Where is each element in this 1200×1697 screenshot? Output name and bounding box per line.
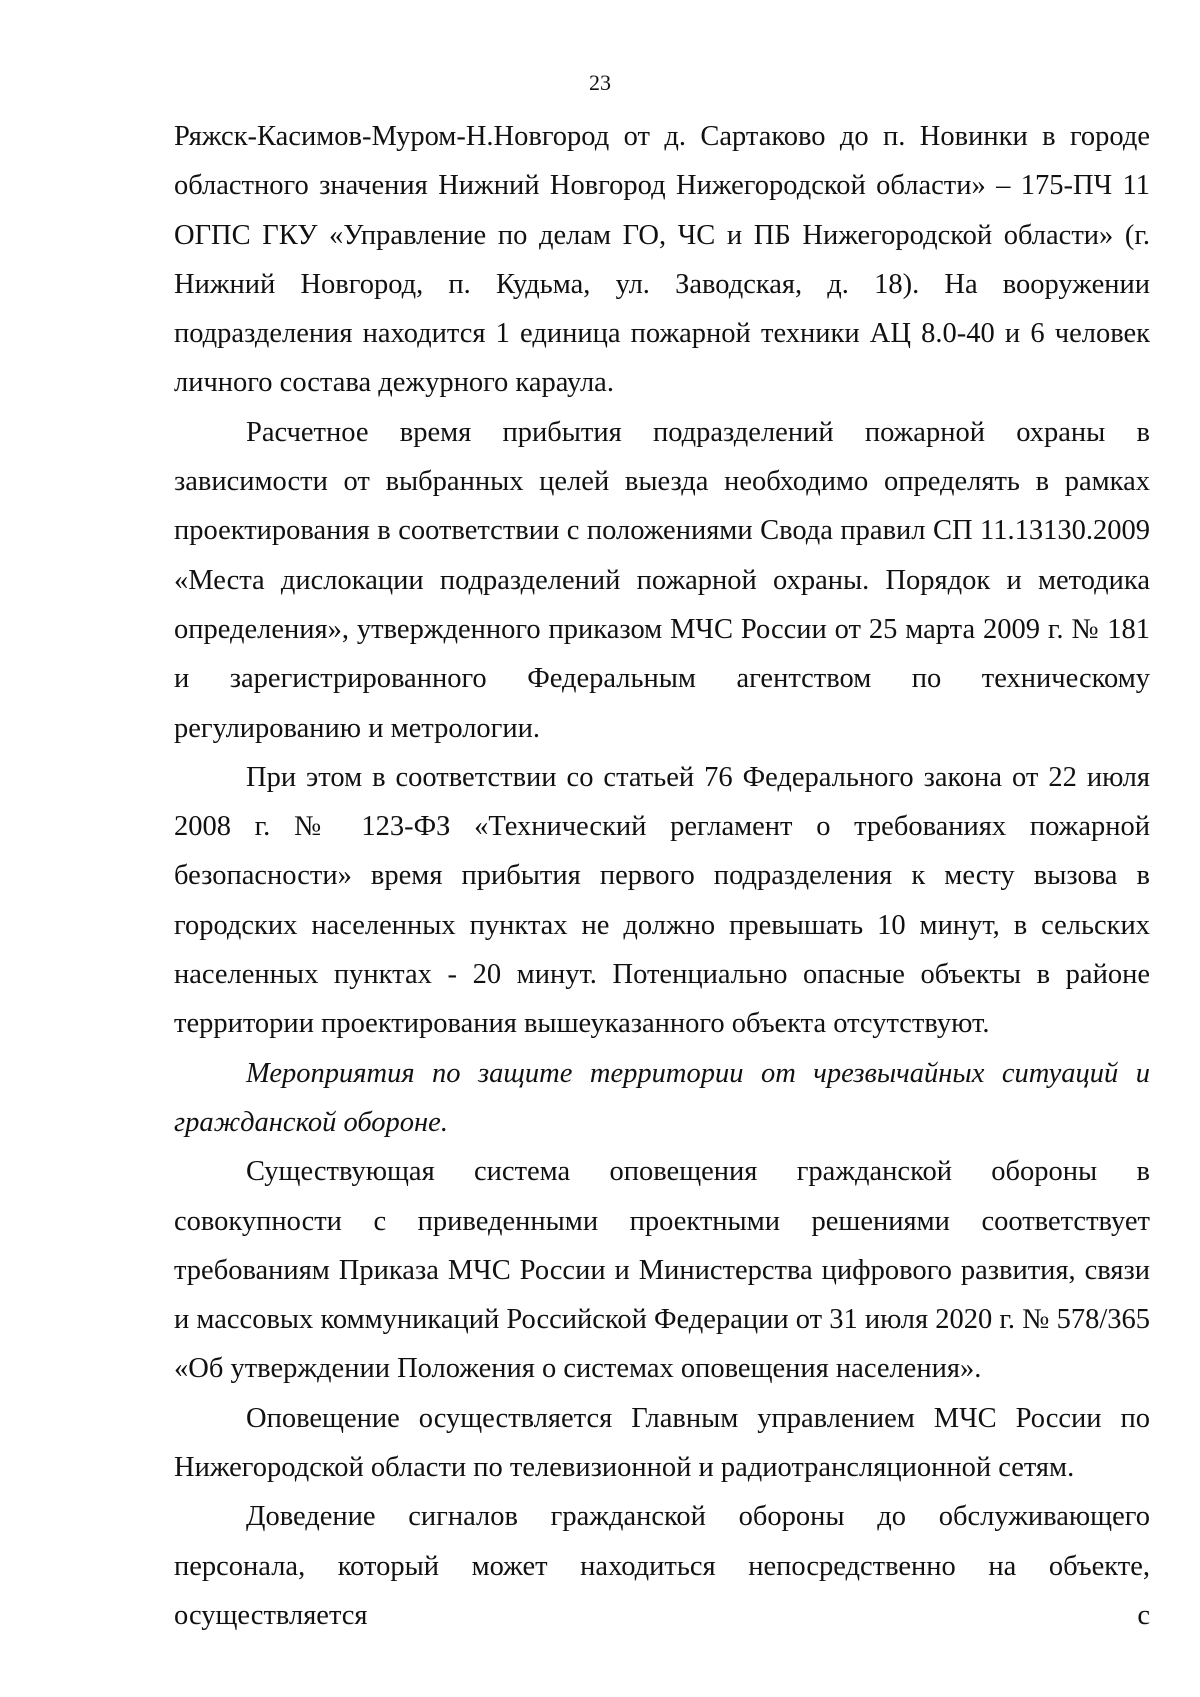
paragraph-arrival-time: Расчетное время прибытия подразделений пожарной охраны в зависимости от выбранных целей выезда необходимо определять в рамках проектирования в соответствии с положениями Свода правил СП 11.13130.2009 «Места дислокации подразделений пожарной охраны. Порядок и методика определения», утвержденного приказом МЧС России от 25 марта 2009 г. № 181 и зарегистрированного Федеральным агентством по техническому регулированию и метрологии.: [174, 416, 1150, 744]
paragraph-warning-method: Оповещение осуществляется Главным управлением МЧС России по Нижегородской области по телевизионной и радиотрансляционной сетям.: [174, 1402, 1150, 1484]
paragraph-signal-delivery: Доведение сигналов гражданской обороны до обслуживающего персонала, который может находиться непосредственно на объекте, осуществляется с: [174, 1501, 1150, 1631]
page-number: 23: [589, 70, 611, 95]
document-body: [174, 112, 1150, 1640]
paragraph-continuation: Ряжск-Касимов-Муром-Н.Новгород от д. Сартаково до п. Новинки в городе областного значения Нижний Новгород Нижегородской области» – 175-ПЧ 11 ОГПС ГКУ «Управление по делам ГО, ЧС и ПБ Нижегородской области» (г. Нижний Новгород, п. Кудьма, ул. Заводская, д. 18). На вооружении подразделения находится 1 единица пожарной техники АЦ 8.0-40 и 6 человек личного состава дежурного караула.: [174, 121, 1150, 399]
paragraph-warning-system: Существующая система оповещения гражданской обороны в совокупности с приведенными проектными решениями соответствует требованиям Приказа МЧС России и Министерства цифрового развития, связи и массовых коммуникаций Российской Федерации от 31 июля 2020 г. № 578/365 «Об утверждении Положения о системах оповещения населения».: [174, 1156, 1150, 1385]
paragraph-federal-law: При этом в соответствии со статьей 76 Федерального закона от 22 июля 2008 г. № 123-ФЗ «Технический регламент о требованиях пожарной безопасности» время прибытия первого подразделения к месту вызова в городских населенных пунктах не должно превышать 10 минут, в сельских населенных пунктах - 20 минут. Потенциально опасные объекты в районе территории проектирования вышеуказанного объекта отсутствуют.: [174, 761, 1150, 1040]
section-heading-civil-defense: Мероприятия по защите территории от чрезвычайных ситуаций и гражданской обороне.: [174, 1057, 1150, 1138]
